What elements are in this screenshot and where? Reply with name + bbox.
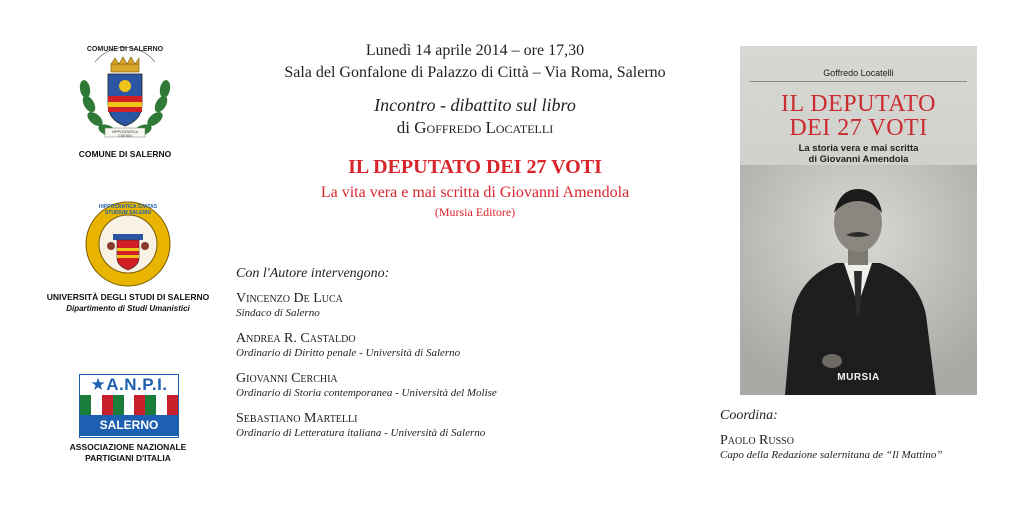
event-date-time: Lunedì 14 aprile 2014 – ore 17,30 (365, 42, 585, 59)
cover-title-line1: IL DEPUTATO (781, 91, 936, 117)
author-prefix: di (396, 118, 415, 137)
cover-divider (750, 81, 967, 82)
universita-caption (30, 292, 226, 314)
cover-subtitle (740, 143, 977, 165)
universita-caption-dept: Dipartimento di Studi Umanistici (66, 304, 190, 313)
cover-subtitle-line1: La storia vera e mai scritta (798, 143, 919, 154)
speaker-role: Ordinario di Diritto penale - Università di Salerno (236, 347, 461, 359)
coordinator-role: Capo della Redazione salernitana de “Il Mattino” (720, 449, 943, 461)
book-cover (740, 46, 977, 395)
book-subtitle: La vita vera e mai scritta di Giovanni Amendola (320, 184, 630, 201)
event-venue: Sala del Gonfalone di Palazzo di Città – Via Roma, Salerno (284, 64, 666, 81)
cover-title (740, 92, 977, 140)
speaker-name: Andrea R. Castaldo (236, 331, 356, 346)
speaker-name: Sebastiano Martelli (236, 411, 358, 426)
comune-motto: HIPPOCRATICA CIVITAS (112, 130, 138, 138)
cover-publisher: MURSIA (837, 372, 880, 383)
anpi-logo-text: ★A.N.P.I. (80, 375, 178, 395)
universita-logo (84, 200, 172, 288)
speakers-heading: Con l'Autore intervengono: (236, 266, 390, 281)
comune-ring-text: COMUNE DI SALERNO (86, 46, 164, 53)
speaker-role: Ordinario di Letteratura italiana - Università di Salerno (236, 427, 486, 439)
speaker-name: Giovanni Cerchia (236, 371, 338, 386)
cover-portrait-photo (740, 165, 977, 395)
book-publisher: (Mursia Editore) (434, 205, 516, 219)
comune-caption: COMUNE DI SALERNO (78, 149, 172, 159)
speakers-list (236, 266, 676, 451)
speaker-item (236, 291, 676, 320)
coordinator-heading: Coordina: (720, 408, 778, 423)
anpi-logo (79, 374, 179, 438)
anpi-band-text: SALERNO (80, 415, 178, 436)
cover-title-line2: DEI 27 VOTI (789, 115, 928, 141)
cover-author: Goffredo Locatelli (823, 68, 894, 78)
speaker-item (236, 331, 676, 360)
anpi-flag-stripes (80, 395, 178, 415)
author-name: Goffredo Locatelli (414, 118, 554, 137)
speaker-name: Vincenzo De Luca (236, 291, 343, 306)
author-line (240, 118, 710, 138)
speaker-role: Sindaco di Salerno (236, 307, 320, 319)
speaker-item (236, 411, 676, 440)
coordinator-block (720, 408, 1010, 462)
anpi-caption-line1: ASSOCIAZIONE NAZIONALE (69, 442, 187, 452)
universita-caption-name: UNIVERSITÀ DEGLI STUDI DI SALERNO (46, 292, 210, 302)
universita-ring-text: HIPPOCRATICA CIVITAS STUDIUM SALERNI (98, 204, 158, 216)
anpi-caption-line2: PARTIGIANI D'ITALIA (85, 453, 171, 463)
speaker-role: Ordinario di Storia contemporanea - Università del Molise (236, 387, 497, 399)
coordinator-name: Paolo Russo (720, 433, 794, 448)
speaker-item (236, 371, 676, 400)
cover-subtitle-line2: di Giovanni Amendola (808, 154, 909, 165)
meeting-type: Incontro - dibattito sul libro (374, 95, 576, 115)
comune-logo (75, 44, 175, 146)
anpi-caption (40, 442, 216, 464)
book-title: IL DEPUTATO DEI 27 VOTI (348, 156, 602, 178)
